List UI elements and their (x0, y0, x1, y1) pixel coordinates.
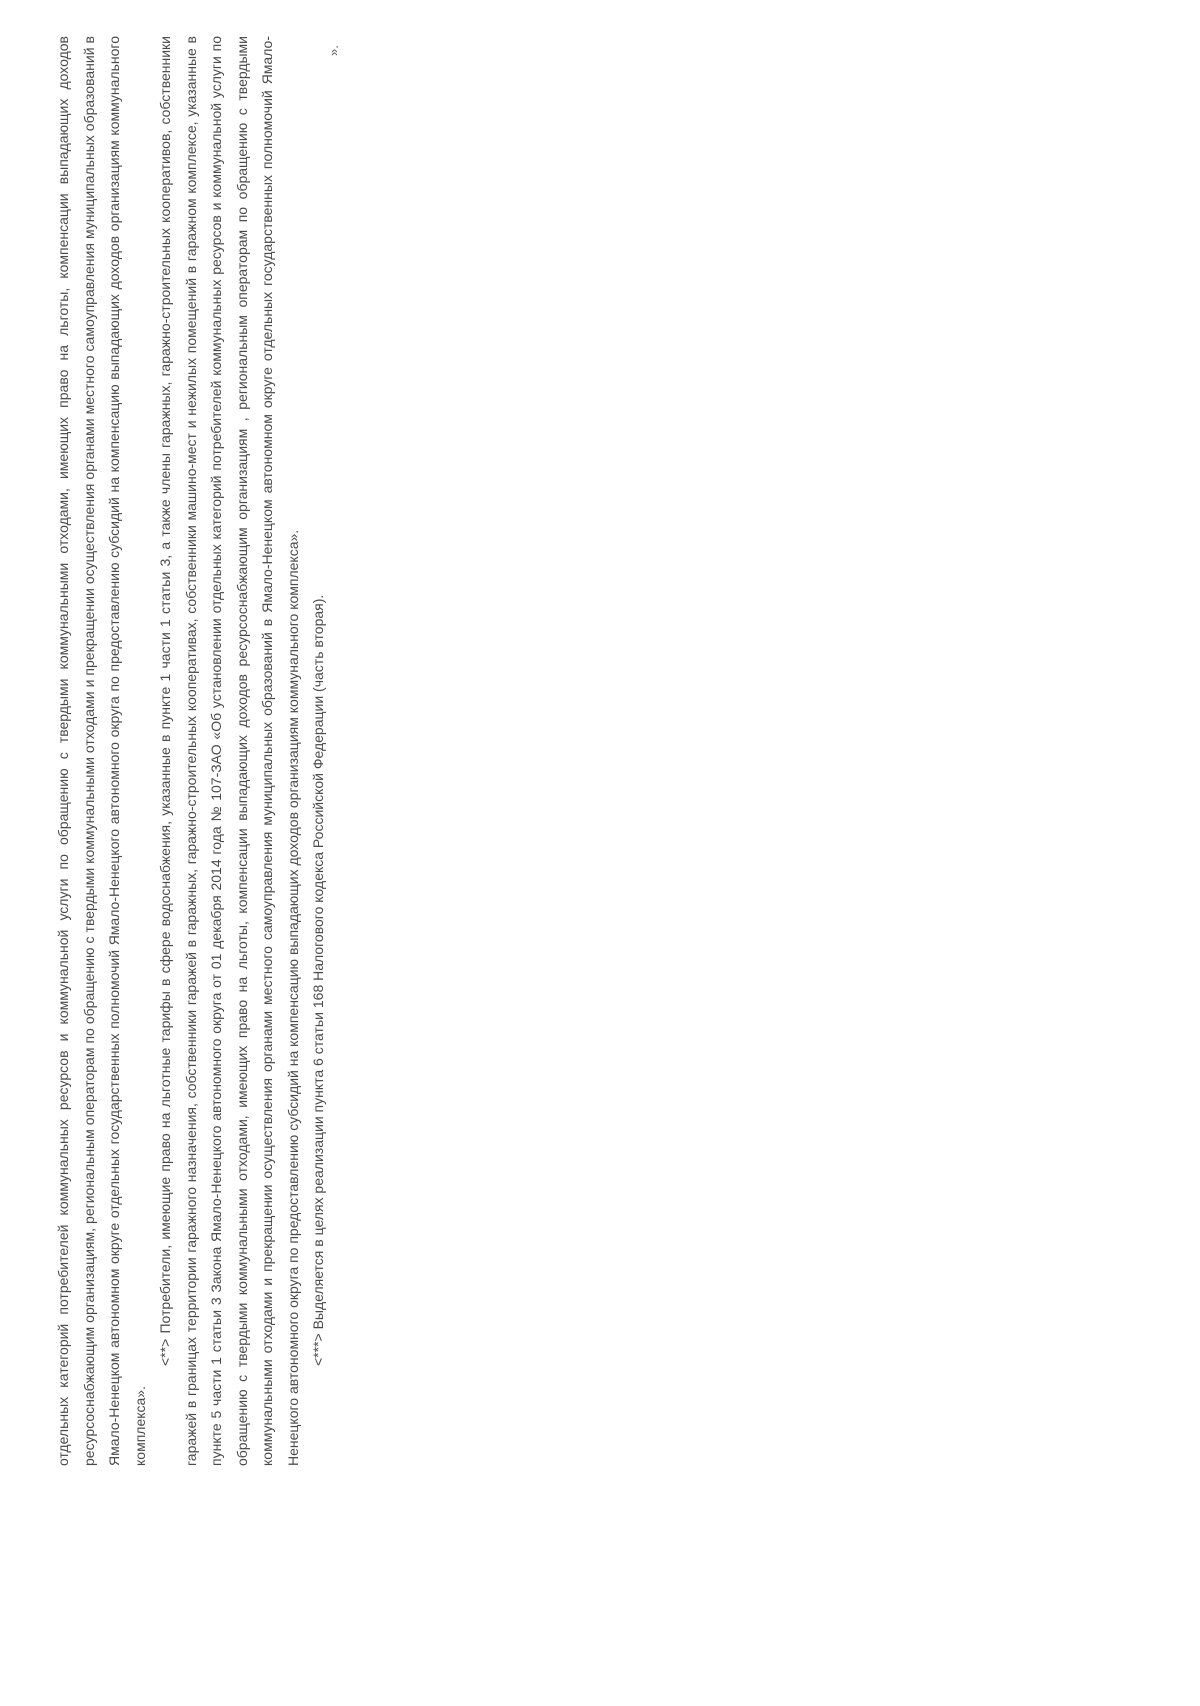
paragraph-2-footnote-double-star: <**> Потребители, имеющие право на льготные тарифы в сфере водоснабжения, указанные в пункте 1 части 1 статьи 3, а также члены гаражных, гаражно-строительных кооперативов, собственники гаражей в границах территории гаражного назначения, собственники гаражей в гаражных, гаражно-строительных кооперативах, собственники машино-мест и нежилых помещений в гаражном комплексе, указанные в пункте 5 части 1 статьи 3 Закона Ямало-Ненецкого автономного округа от 01 декабря 2014 года № 107-ЗАО «Об установлении отдельных категорий потребителей коммунальных ресурсов и коммунальной услуги по обращению с твердыми коммунальными отходами, имеющих право на льготы, компенсации выпадающих доходов ресурсоснабжающим организациям , региональным операторам по обращению с твердыми коммунальными отходами и прекращении осуществления органами местного самоуправления муниципальных образований в Ямало-Ненецком автономном округе отдельных государственных полномочий Ямало-Ненецкого автономного округа по предоставлению субсидий на компенсацию выпадающих доходов организациям коммунального комплекса». (157, 36, 301, 1466)
paragraph-1: отдельных категорий потребителей коммунальных ресурсов и коммунальной услуги по обращению с твердыми коммунальными отходами, имеющих право на льготы, компенсации выпадающих доходов ресурсоснабжающим организациям, региональным операторам по обращению с твердыми коммунальными отходами и прекращении осуществления органами местного самоуправления муниципальных образований в Ямало-Ненецком автономном округе отдельных государственных полномочий Ямало-Ненецкого автономного округа по предоставлению субсидий на компенсацию выпадающих доходов организациям коммунального комплекса». (55, 36, 148, 1466)
rotated-text-block (51, 36, 371, 1466)
closing-quote-mark: ». (326, 45, 341, 56)
paragraph-3-footnote-triple-star: <***> Выделяется в целях реализации пункта 6 статьи 168 Налогового кодекса Российской Федерации (часть вторая). (310, 594, 326, 1366)
